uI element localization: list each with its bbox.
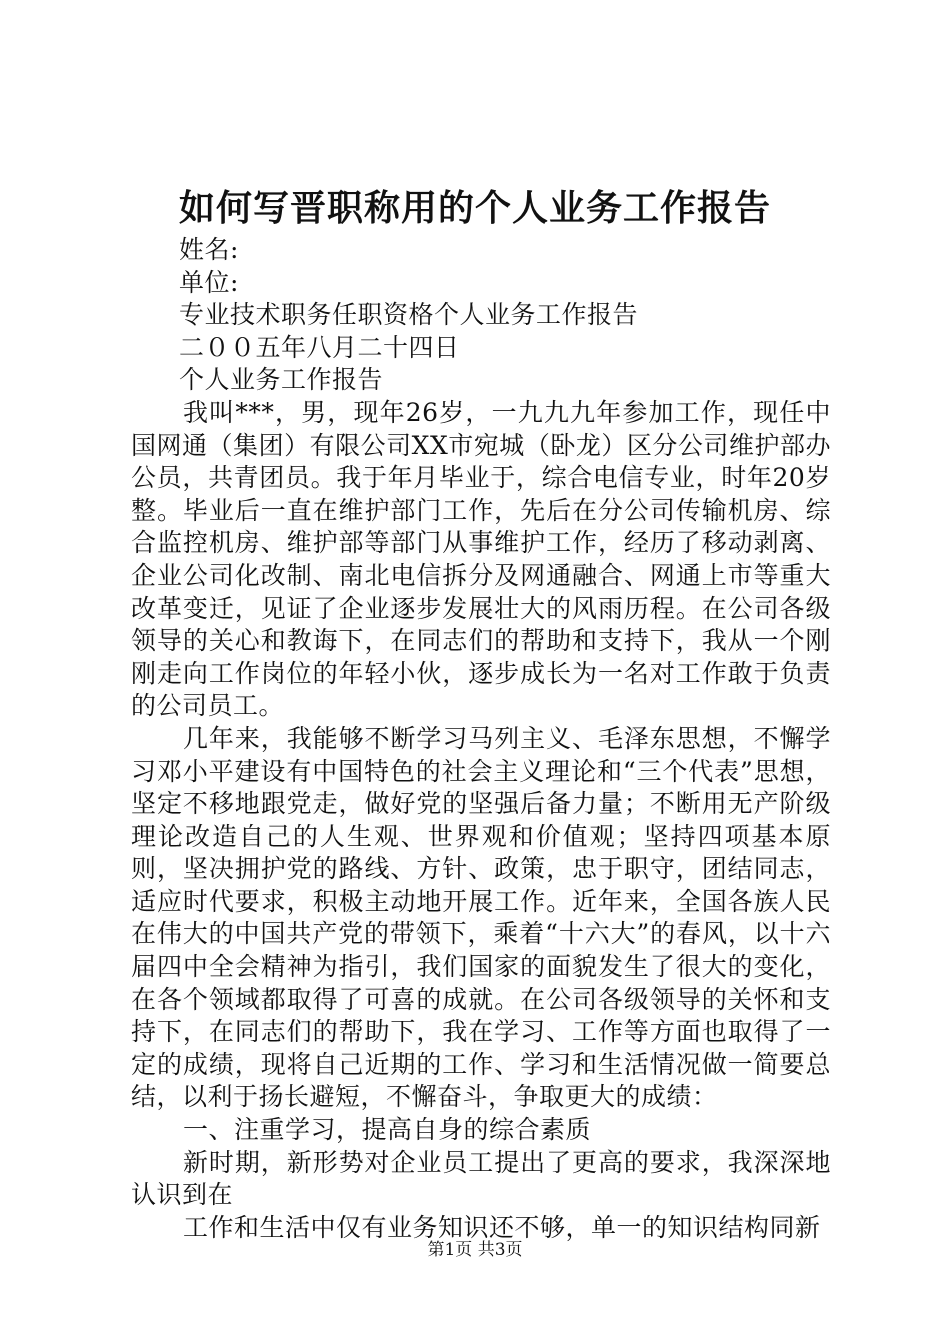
section-heading-study: 一、注重学习，提高自身的综合素质 xyxy=(183,1115,592,1145)
paragraph-knowledge: 工作和生活中仅有业务知识还不够，单一的知识结构同新 xyxy=(183,1212,821,1242)
paragraph-ideology: 几年来，我能够不断学习马列主义、毛泽东思想，不懈学习邓小平建设有中国特色的社会主义理论和“三个代表”思想，坚定不移地跟党走，做好党的坚强后备力量；不断用无产阶级理论改造自己的人生观、世界观和价值观；坚持四项基本原则，坚决拥护党的路线、方针、政策，忠于职守，团结同志，适应时代要求，积极主动地开展工作。近年来，全国各族人民在伟大的中国共产党的带领下，乘着“十六大”的春风，以十六届四中全会精神为指引，我们国家的面貌发生了很大的变化，在各个领域都取得了可喜的成就。在公司各级领导的关怀和支持下，在同志们的帮助下，我在学习、工作等方面也取得了一定的成绩，现将自己近期的工作、学习和生活情况做一简要总结，以利于扬长避短，不懈奋斗，争取更大的成绩： xyxy=(131,723,831,1112)
section-heading: 个人业务工作报告 xyxy=(179,365,384,395)
paragraph-new-era: 新时期，新形势对企业员工提出了更高的要求，我深深地认识到在 xyxy=(131,1147,831,1210)
name-line: 姓名: xyxy=(179,235,239,264)
report-type-line: 专业技术职务任职资格个人业务工作报告 xyxy=(179,300,639,330)
page-footer: 第1页 共3页 xyxy=(427,1240,523,1260)
date-line: 二００五年八月二十四日 xyxy=(179,332,460,362)
document-title: 如何写晋职称用的个人业务工作报告 xyxy=(178,187,771,229)
paragraph-intro: 我叫***，男，现年26岁，一九九九年参加工作，现任中国网通（集团）有限公司XX市宛城（卧龙）区分公司维护部办公员，共青团员。我于年月毕业于，综合电信专业，时年20岁整。毕业后一直在维护部门工作，先后在分公司传输机房、综合监控机房、维护部等部门从事维护工作，经历了移动剥离、企业公司化改制、南北电信拆分及网通融合、网通上市等重大改革变迁，见证了企业逐步发展壮大的风雨历程。在公司各级领导的关心和教诲下，在同志们的帮助和支持下，我从一个刚刚走向工作岗位的年轻小伙，逐步成长为一名对工作敢于负责的公司员工。 xyxy=(131,397,831,721)
document-body xyxy=(131,234,831,1244)
unit-line: 单位: xyxy=(179,267,239,297)
